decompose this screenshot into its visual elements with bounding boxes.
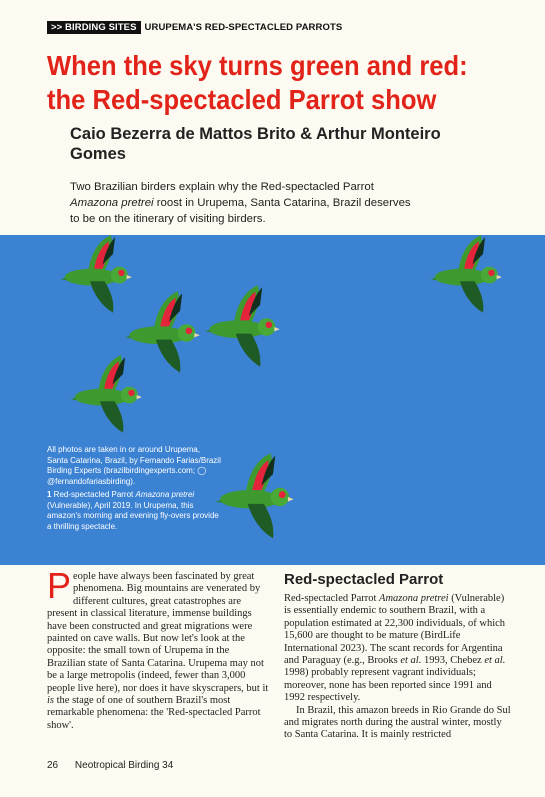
figure-number: 1 [47,490,52,499]
credit-social-handle[interactable]: @fernandofariasbirding [47,476,131,486]
body-left-emphasis: is [47,695,55,707]
journal-name: Neotropical Birding 34 [74,760,174,771]
credit-end: ). [130,476,136,486]
article-authors: Caio Bezerra de Mattos Brito & Arthur Monteiro Gomes [70,125,441,163]
page-footer [47,760,187,771]
body-column-right [284,571,512,742]
section-tag: >> BIRDING SITES [47,21,141,34]
photo-credit [47,445,222,487]
body-paragraph-1 [284,593,512,705]
photo-caption [47,445,222,535]
title-line-1: When the sky turns green and red: [47,50,468,81]
credit-text: All photos are taken in or around Urupema, Santa Catarina, Brazil, by Fernando Farias/Brazil Birding Experts ( [47,445,221,475]
section-topic: URUPEMA'S RED-SPECTACLED PARROTS [144,22,343,33]
p1-species: Amazona pretrei [379,593,449,604]
caption-species: Amazona pretrei [135,490,195,499]
intro-text-2: roost in Urupema, Santa Catarina, Brazil deserves to be on the itinerary of visiting birders. [70,197,411,225]
p1-text-c: 1993, Chebez [421,655,485,667]
figure-caption [47,490,222,532]
p1-text-b: (Vulnerable) is essentially endemic to southern Brazil, with a population estimated at 22,300 individuals, of which 15,600 are thought to be mature (BirdLife International 2023). The scant records for Argentina and Paraguay (e.g., Brooks [284,593,506,667]
article-title [47,49,484,117]
intro-text-1: Two Brazilian birders explain why the Red-spectacled Parrot [70,181,374,193]
body-left-text-end: the stage of one of southern Brazil's most remarkable phenomena: the 'Red-spectacled Parrot show'. [47,695,261,731]
body-paragraph-2: In Brazil, this amazon breeds in Rio Grande do Sul and migrates north during the austral winter, mostly to Santa Catarina. It is mainly restricted [284,704,511,741]
p1-etal-1: et al. [400,655,422,667]
p1-etal-2: et al. [484,655,506,667]
section-header [47,21,342,34]
body-left-text: eople have always been fascinated by great phenomena. Big mountains are venerated by different cultures, great catastrophes are present in classical literature, immense buildings have been constructed and great migrations were painted on cave walls. But now let's look at the opposite: the small town of Urupema in the Brazilian state of Santa Catarina. Urupema may not be a large metropolis (indeed, fewer than 3,000 people live here), nor does it have skyscrapers, but it [47,571,269,694]
instagram-icon: ◯ [197,466,207,475]
section-heading: Red-spectacled Parrot [284,571,444,588]
article-intro [70,179,420,227]
p1-text-d: 1998) probably represent vagrant individuals; moreover, none has been reported since 1991 and 1992 respectively. [284,667,492,704]
intro-species: Amazona pretrei [70,197,154,209]
credit-separator: ; [192,466,198,475]
body-column-left [47,565,269,732]
drop-cap: P [47,565,72,606]
p1-text-a: Red-spectacled Parrot [284,593,380,604]
credit-website[interactable]: brazilbirdingexperts.com [106,466,193,475]
caption-text-2: (Vulnerable), April 2019. In Urupema, this amazon's morning and evening fly-overs provide a thrilling spectacle. [47,500,219,531]
title-line-2: the Red-spectacled Parrot show [47,84,437,115]
caption-text-1: Red-spectacled Parrot [51,490,136,499]
page-number: 26 [47,760,59,771]
